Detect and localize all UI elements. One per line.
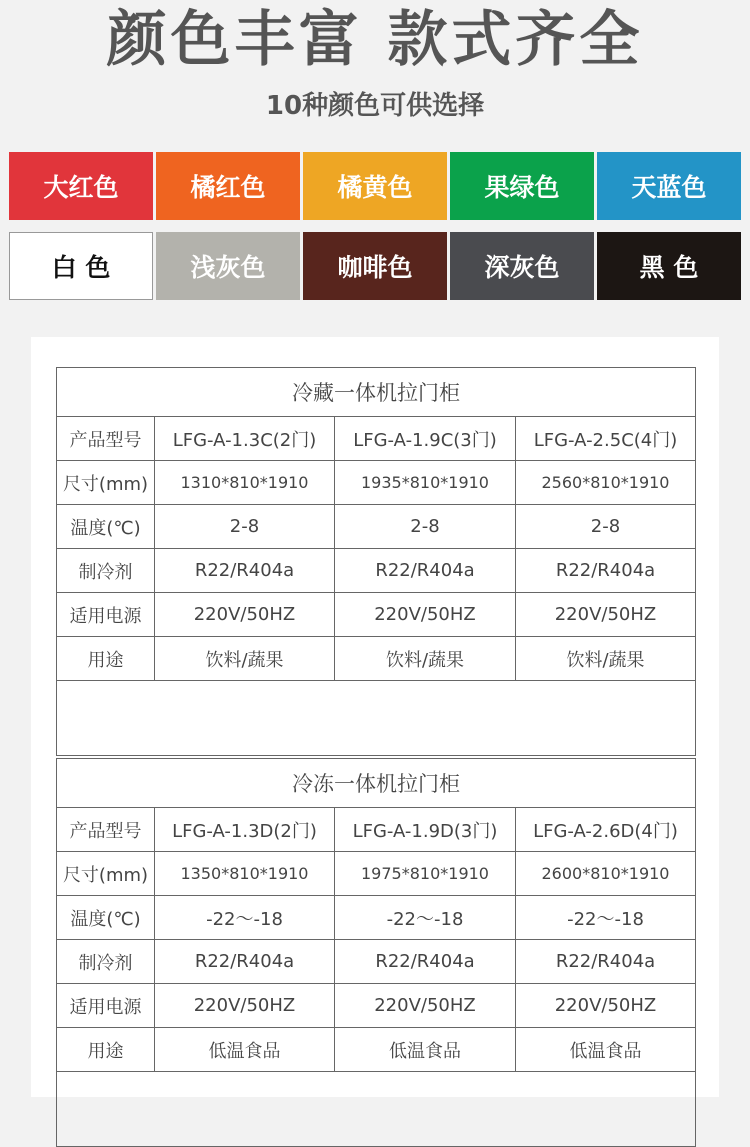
table-spacer [57,681,696,756]
table-cell: 饮料/蔬果 [335,637,516,681]
spec-table-frozen [56,758,696,1147]
color-swatch: 咖啡色 [303,232,447,300]
table-cell: R22/R404a [335,940,516,984]
table-cell: 2-8 [335,505,516,549]
table-cell: -22～-18 [335,896,516,940]
row-label: 尺寸(mm) [57,461,155,505]
table-cell: 1310*810*1910 [155,461,335,505]
table-row [57,549,696,593]
row-label: 制冷剂 [57,940,155,984]
table-cell: 220V/50HZ [335,984,516,1028]
color-swatch: 橘黄色 [303,152,447,220]
table-cell: 2-8 [516,505,696,549]
table-row [57,896,696,940]
table-row [57,984,696,1028]
table-row [57,808,696,852]
color-swatch-grid [9,152,740,300]
table-row [57,1028,696,1072]
color-swatch: 白 色 [9,232,153,300]
row-label: 温度(℃) [57,896,155,940]
row-label: 尺寸(mm) [57,852,155,896]
color-swatch: 浅灰色 [156,232,300,300]
table-cell: R22/R404a [155,940,335,984]
table-cell: -22～-18 [516,896,696,940]
table-row [57,852,696,896]
table-cell: 1350*810*1910 [155,852,335,896]
row-label: 用途 [57,1028,155,1072]
color-swatch: 深灰色 [450,232,594,300]
table-cell: 220V/50HZ [155,593,335,637]
table-cell: 饮料/蔬果 [155,637,335,681]
table-cell: 220V/50HZ [516,593,696,637]
table-cell: -22～-18 [155,896,335,940]
table-cell: 低温食品 [155,1028,335,1072]
table-cell: 低温食品 [335,1028,516,1072]
table-cell: LFG-A-1.3C(2门) [155,417,335,461]
page-title: 颜色丰富 款式齐全 [106,5,644,75]
row-label: 温度(℃) [57,505,155,549]
color-swatch: 天蓝色 [597,152,741,220]
color-swatch: 黑 色 [597,232,741,300]
spec-table-body [57,368,696,756]
row-label: 制冷剂 [57,549,155,593]
table-row [57,505,696,549]
table-cell: LFG-A-1.3D(2门) [155,808,335,852]
table-cell: LFG-A-1.9D(3门) [335,808,516,852]
table-cell: 2560*810*1910 [516,461,696,505]
table-cell: 220V/50HZ [516,984,696,1028]
spec-table-body [57,759,696,1147]
row-label: 适用电源 [57,984,155,1028]
color-swatch: 大红色 [9,152,153,220]
table-cell: 1935*810*1910 [335,461,516,505]
table-cell: 1975*810*1910 [335,852,516,896]
row-label: 产品型号 [57,808,155,852]
table-row [57,637,696,681]
table-cell: 低温食品 [516,1028,696,1072]
table-cell: R22/R404a [516,940,696,984]
table-cell: LFG-A-2.6D(4门) [516,808,696,852]
table-title: 冷藏一体机拉门柜 [57,368,696,417]
table-row [57,593,696,637]
row-label: 产品型号 [57,417,155,461]
table-cell: 220V/50HZ [335,593,516,637]
table-row [57,417,696,461]
row-label: 用途 [57,637,155,681]
table-cell: 220V/50HZ [155,984,335,1028]
table-row [57,940,696,984]
table-cell: 2-8 [155,505,335,549]
table-cell: R22/R404a [335,549,516,593]
color-swatch: 果绿色 [450,152,594,220]
table-spacer [57,1072,696,1147]
table-cell: R22/R404a [516,549,696,593]
table-row [57,461,696,505]
table-title: 冷冻一体机拉门柜 [57,759,696,808]
table-cell: LFG-A-2.5C(4门) [516,417,696,461]
table-cell: LFG-A-1.9C(3门) [335,417,516,461]
color-swatch: 橘红色 [156,152,300,220]
table-cell: 2600*810*1910 [516,852,696,896]
page-subtitle: 10种颜色可供选择 [265,91,485,121]
table-cell: R22/R404a [155,549,335,593]
spec-table-refrigerated [56,367,696,756]
row-label: 适用电源 [57,593,155,637]
table-cell: 饮料/蔬果 [516,637,696,681]
